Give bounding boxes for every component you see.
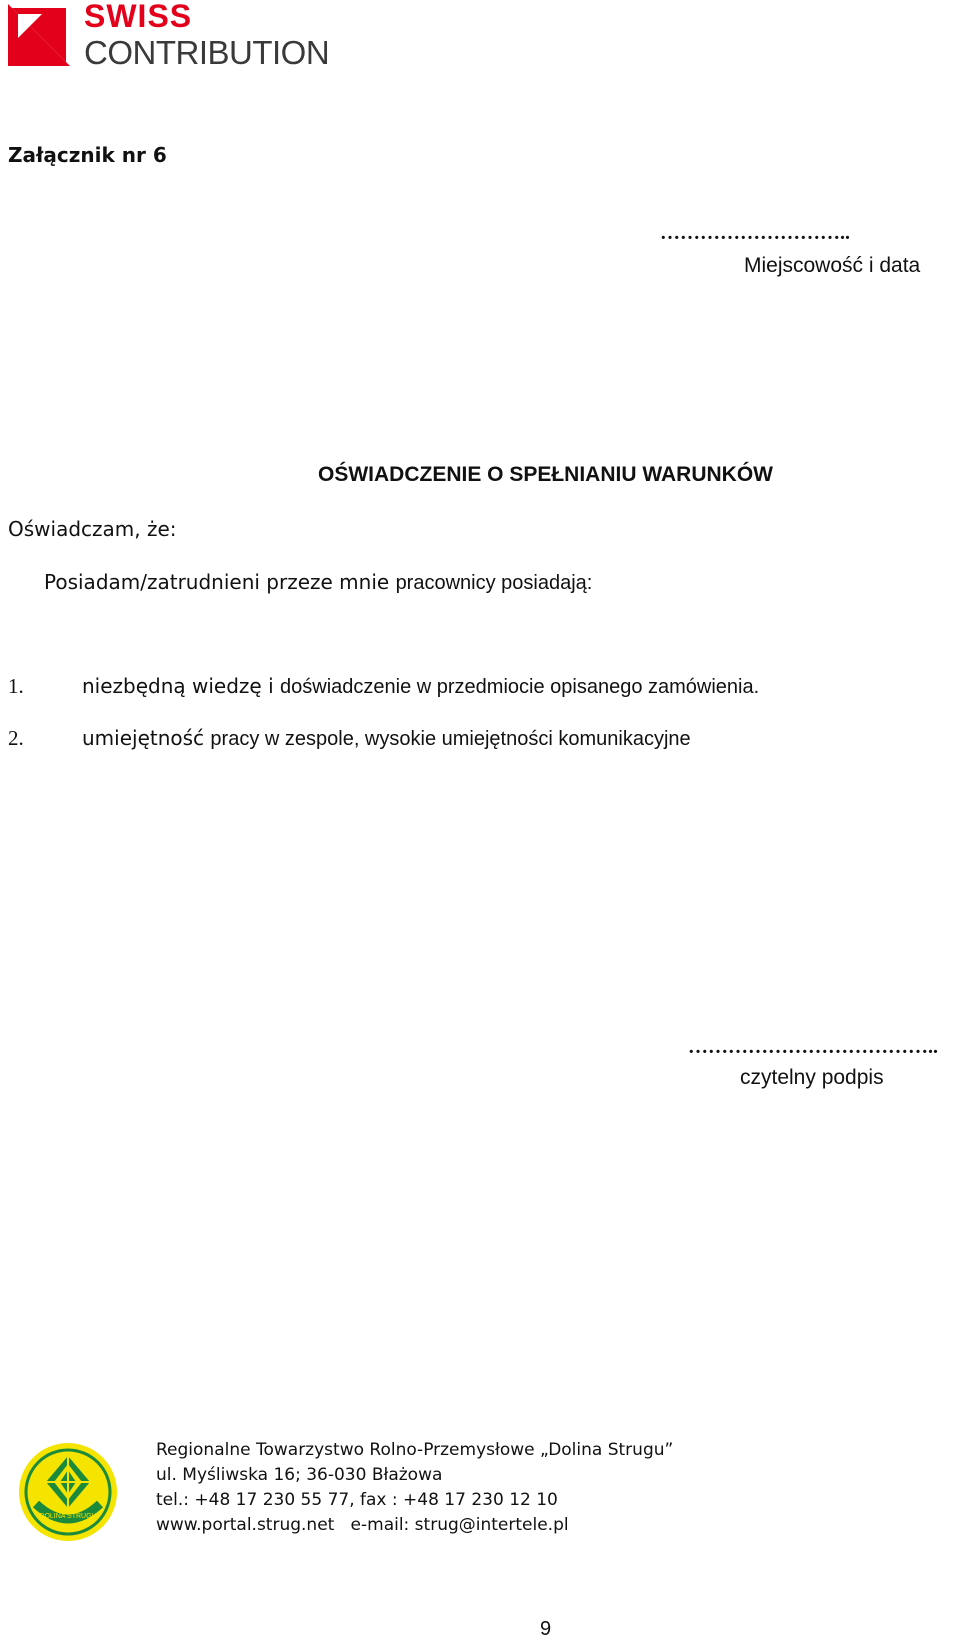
intro-text: Oświadczam, że: — [8, 517, 177, 541]
document-title: OŚWIADCZENIE O SPEŁNIANIU WARUNKÓW — [318, 463, 773, 486]
annex-label: Załącznik nr 6 — [8, 143, 167, 167]
list-item-text-a: umiejętność — [82, 726, 211, 750]
list-item-text-b: pracy w zespole, wysokie umiejętności komunikacyjne — [210, 728, 691, 750]
signature-dots: ……………………………….. — [688, 1036, 938, 1058]
place-date-dots: ……………………….. — [660, 222, 850, 244]
possess-text-part2: pracownicy posiadają: — [395, 572, 593, 594]
footer-organization: Regionalne Towarzystwo Rolno-Przemysłowe „Dolina Strugu” — [156, 1440, 674, 1460]
dolina-strugu-logo-text: DOLINA STRUGU — [39, 1513, 97, 1520]
list-item-text — [82, 726, 691, 751]
logo-contribution-text: CONTRIBUTION — [84, 34, 330, 71]
footer-web-email: www.portal.strug.net e-mail: strug@intertele.pl — [156, 1515, 569, 1535]
footer-address: ul. Myśliwska 16; 36-030 Błażowa — [156, 1465, 443, 1485]
footer-contact — [156, 1438, 673, 1538]
possess-text-part1: Posiadam/zatrudnieni przeze mnie — [44, 570, 396, 594]
swiss-logo-mark-icon — [8, 4, 70, 66]
footer-phone: tel.: +48 17 230 55 77, fax : +48 17 230 12 10 — [156, 1490, 558, 1510]
possess-text — [44, 570, 592, 595]
signature-label: czytelny podpis — [740, 1066, 884, 1089]
list-item-number: 1. — [8, 674, 24, 698]
logo-swiss-text: SWISS — [84, 0, 193, 34]
list-item-text-b: doświadczenie w przedmiocie opisanego zamówienia. — [280, 676, 760, 698]
list-item-number: 2. — [8, 726, 24, 750]
list-item-text-a: niezbędną wiedzę i — [82, 674, 281, 698]
page-number: 9 — [540, 1618, 552, 1640]
swiss-contribution-logo — [8, 0, 330, 74]
place-date-label: Miejscowość i data — [744, 254, 921, 277]
list-item-text — [82, 674, 759, 699]
dolina-strugu-emblem-icon — [18, 1442, 118, 1542]
dolina-strugu-logo — [18, 1442, 118, 1542]
